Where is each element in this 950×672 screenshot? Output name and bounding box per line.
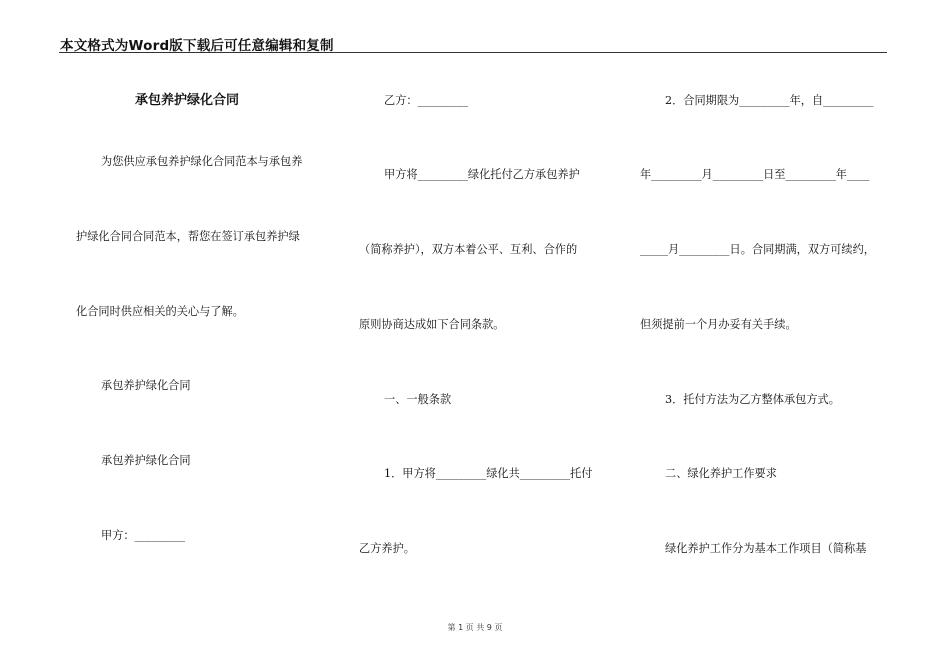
- document-title: 承包养护绿化合同: [135, 93, 240, 108]
- text-line: _____月_________日。合同期满，双方可续约，: [640, 243, 875, 256]
- section-heading: 一、一般条款: [384, 393, 452, 406]
- text-line: 化合同时供应相关的关心与了解。: [76, 305, 244, 318]
- text-line: 1．甲方将_________绿化共_________托付: [384, 467, 593, 480]
- text-line: 但须提前一个月办妥有关手续。: [640, 318, 797, 331]
- page-number: 第 1 页 共 9 页: [447, 623, 503, 632]
- text-line: 为您供应承包养护绿化合同范本与承包养: [101, 155, 303, 168]
- header-text: 本文格式为Word版下载后可任意编辑和复制: [60, 38, 334, 54]
- text-line: 2．合同期限为_________年，自_________: [665, 94, 874, 107]
- text-line: 年_________月_________日至_________年____: [640, 168, 870, 181]
- text-line: 绿化养护工作分为基本工作项目（简称基: [665, 542, 867, 555]
- text-line: 护绿化合同合同范本，帮您在签订承包养护绿: [76, 230, 300, 243]
- text-line: （简称养护），双方本着公平、互利、合作的: [359, 243, 578, 256]
- text-line: 3．托付方法为乙方整体承包方式。: [665, 393, 840, 406]
- text-line: 甲方将_________绿化托付乙方承包养护: [384, 168, 580, 181]
- text-line: 甲方：_________: [101, 529, 185, 542]
- text-line: 承包养护绿化合同: [101, 454, 191, 467]
- text-line: 承包养护绿化合同: [101, 379, 191, 392]
- section-heading: 二、绿化养护工作要求: [665, 467, 777, 480]
- text-line: 乙方养护。: [359, 542, 415, 555]
- document-header: [59, 34, 887, 53]
- text-line: 原则协商达成如下合同条款。: [359, 318, 505, 331]
- text-line: 乙方：_________: [384, 94, 468, 107]
